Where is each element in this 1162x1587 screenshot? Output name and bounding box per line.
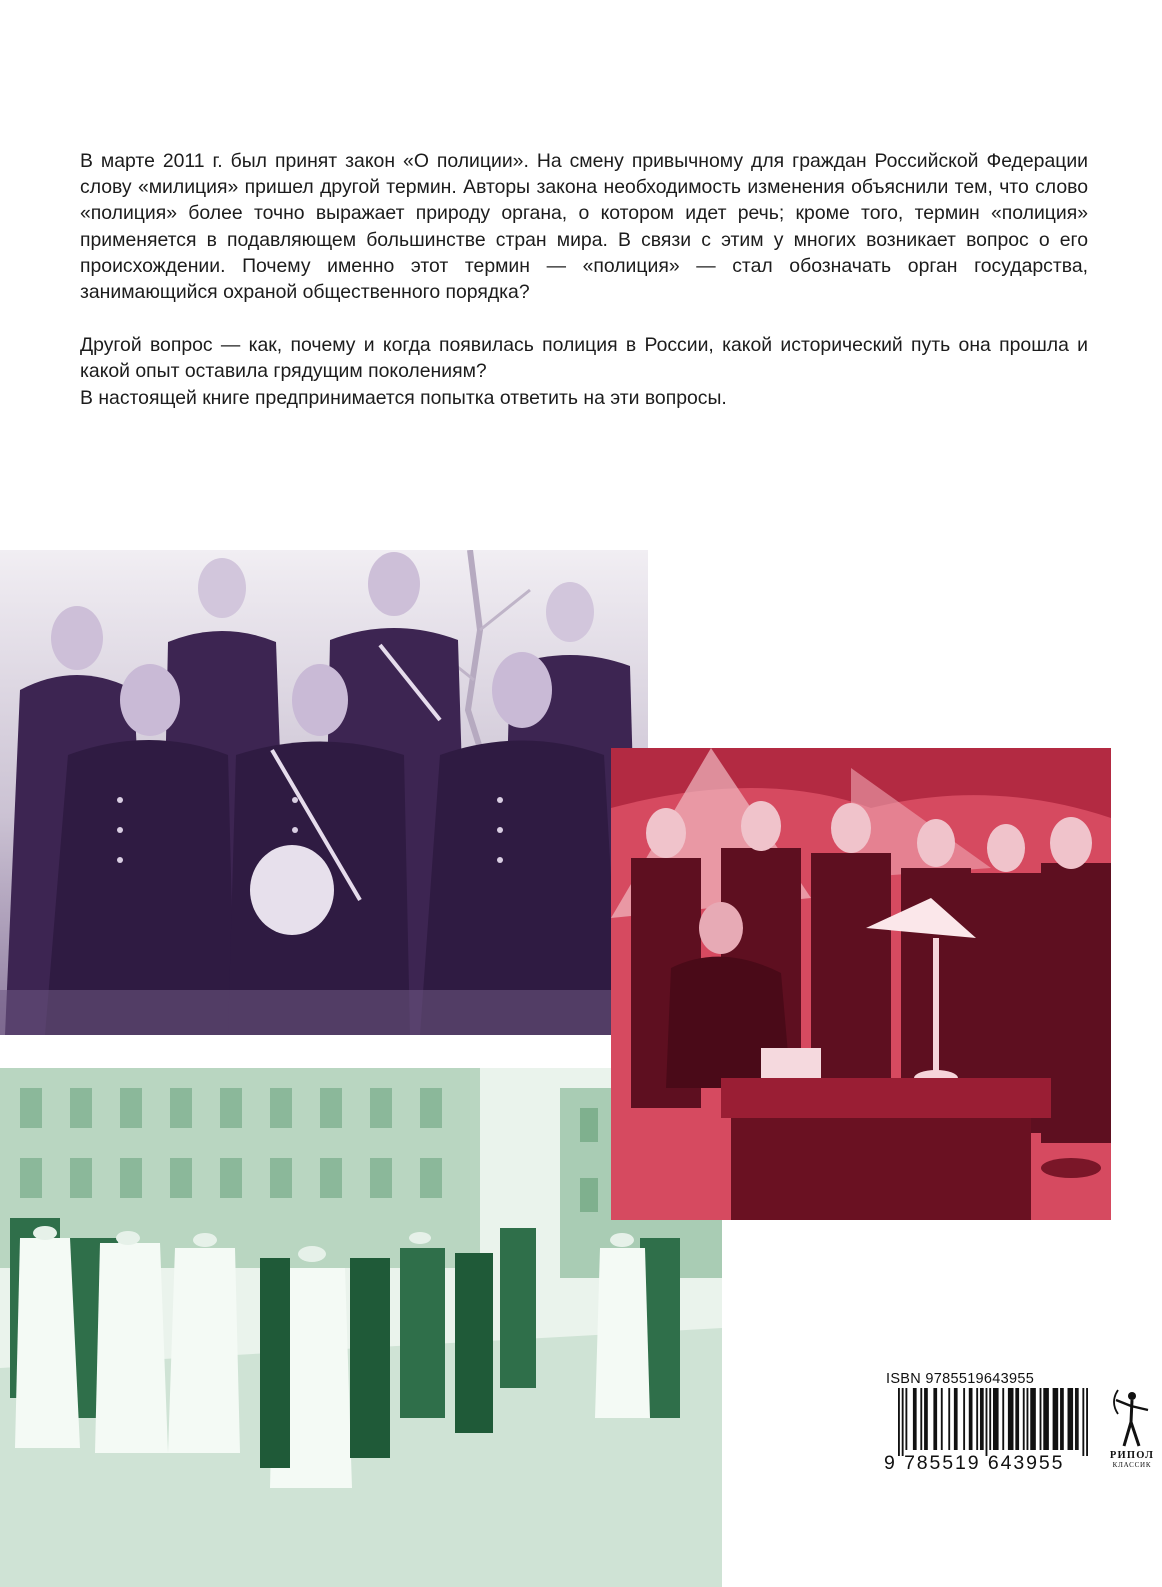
photo-office-officers — [611, 748, 1111, 1220]
barcode-bar — [902, 1388, 904, 1456]
barcode-bar — [933, 1388, 937, 1450]
barcode-bar — [948, 1388, 950, 1450]
barcode-bar — [986, 1388, 988, 1456]
barcode-bar — [963, 1388, 965, 1450]
barcode-bar — [1086, 1388, 1088, 1456]
barcode-bar — [969, 1388, 973, 1450]
barcode-bar — [1030, 1388, 1036, 1450]
barcode-bar — [1075, 1388, 1079, 1450]
barcode-bar — [1043, 1388, 1049, 1450]
barcode-bar — [954, 1388, 958, 1450]
barcode-bar — [1082, 1388, 1084, 1456]
barcode-bar — [941, 1388, 943, 1450]
blurb-paragraph-1: В марте 2011 г. был принят закон «О полиции». На смену привычному для граждан Российской Федерации слову «милиция» пришел другой термин. Авторы закона необходимость изменения объяснили тем, что слово «полиция» более точно выражает природу органа, о котором идет речь; кроме того, термин «полиция» применяется в подавляющем большинстве стран мира. В связи с этим у многих возникает вопрос о его происхождении. Почему именно этот термин — «полиция» — стал обозначать орган государства, занимающийся охраной общественного порядка? — [80, 150, 1088, 304]
isbn-label: ISBN 9785519643955 — [886, 1371, 1035, 1387]
barcode-bar — [1015, 1388, 1019, 1450]
blurb-paragraph-3: В настоящей книге предпринимается попытка ответить на эти вопросы. — [80, 386, 727, 409]
barcode-bar — [1023, 1388, 1025, 1450]
barcode-bar — [1060, 1388, 1064, 1450]
barcode-bars — [884, 1388, 1096, 1456]
barcode-bar — [993, 1388, 999, 1450]
barcode-bar — [1040, 1388, 1042, 1450]
blurb-paragraph-2: Другой вопрос — как, почему и когда появилась полиция в России, какой исторический путь она прошла и какой опыт оставила грядущим поколениям? — [80, 334, 1088, 383]
publisher-logo — [1106, 1388, 1158, 1484]
barcode-bar — [920, 1388, 922, 1450]
barcode-bar — [1068, 1388, 1074, 1450]
barcode-bar — [1053, 1388, 1059, 1450]
publisher-name: РИПОЛ — [1109, 1450, 1155, 1461]
photo-group-portrait — [0, 550, 648, 1035]
barcode-bar — [913, 1388, 917, 1450]
barcode-bar — [1008, 1388, 1014, 1450]
publisher-subtitle: КЛАССИК — [1112, 1461, 1152, 1469]
barcode-bar — [980, 1388, 984, 1450]
barcode-bar — [898, 1388, 900, 1456]
barcode-bar — [976, 1388, 978, 1450]
archer-icon — [1112, 1388, 1152, 1448]
barcode-bar — [924, 1388, 928, 1450]
isbn-barcode — [884, 1371, 1096, 1482]
barcode-bar — [989, 1388, 991, 1450]
back-cover-blurb — [80, 148, 1088, 411]
barcode-bar — [1002, 1388, 1004, 1450]
barcode-digits: 9 785519 643955 — [884, 1452, 1065, 1474]
barcode-bar — [1027, 1388, 1029, 1450]
barcode-bar — [905, 1388, 907, 1450]
